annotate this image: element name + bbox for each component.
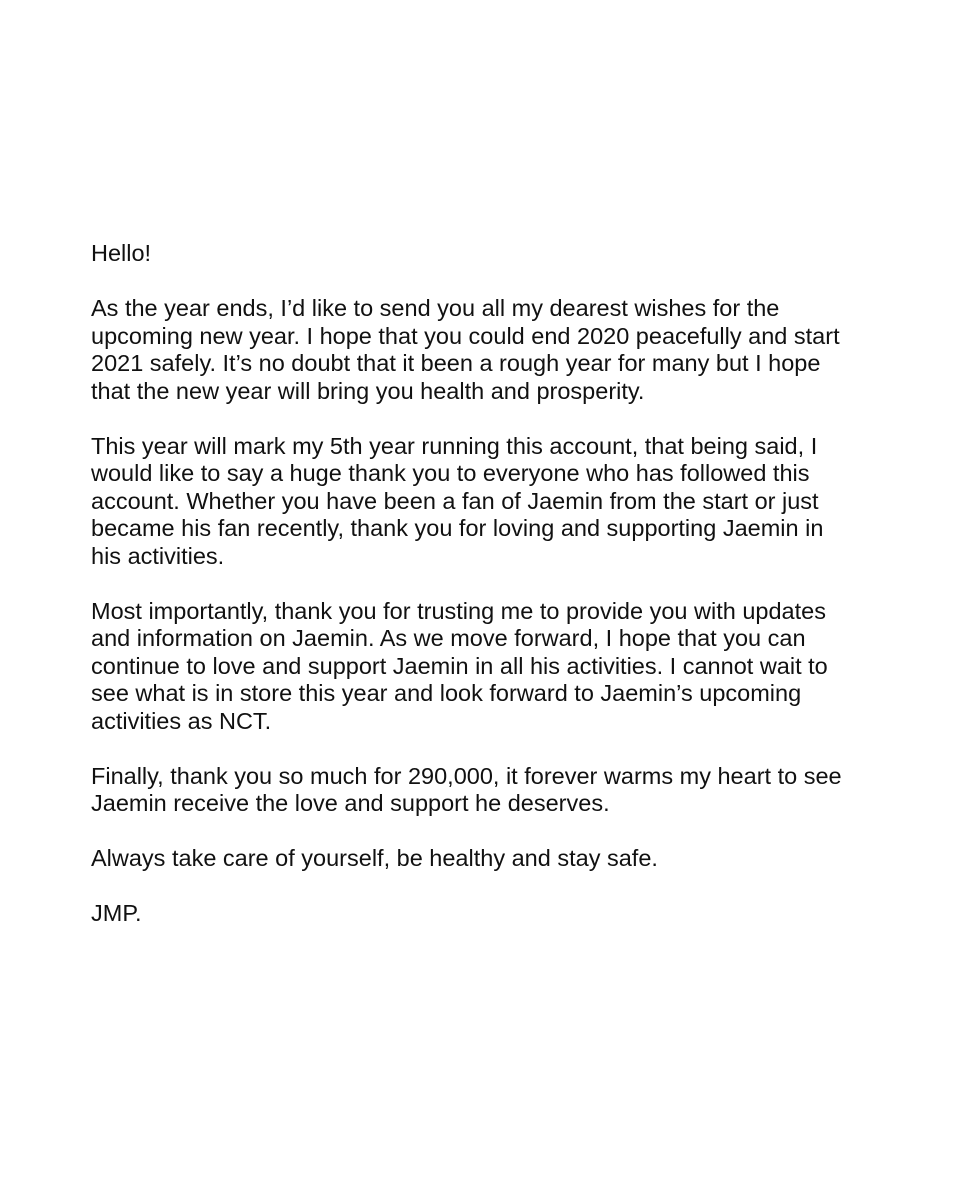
text-line: became his fan recently, thank you for loving and supporting Jaemin in [91,515,824,541]
text-line: would like to say a huge thank you to everyone who has followed this [91,460,810,486]
text-line: his activities. [91,542,225,569]
greeting-text: Hello! [91,240,152,266]
closing-paragraph [91,845,891,873]
text-line: Finally, thank you so much for 290,000, it forever warms my heart to see [91,762,842,789]
text-line: This year will mark my 5th year running this account, that being said, I [91,432,818,459]
new-year-wishes-paragraph [91,295,891,405]
text-line: and information on Jaemin. As we move forward, I hope that you can [91,625,806,651]
anniversary-paragraph [91,433,891,571]
text-line: Jaemin receive the love and support he deserves. [91,790,610,816]
signature-text: JMP. [91,900,142,926]
text-line: activities as NCT. [91,707,272,734]
gratitude-paragraph [91,598,891,736]
signature-paragraph [91,900,891,928]
greeting-paragraph [91,240,891,268]
letter-body [91,240,891,928]
text-line: 2021 safely. It’s no doubt that it been a rough year for many but I hope [91,350,821,376]
text-line: upcoming new year. I hope that you could end 2020 peacefully and start [91,322,840,349]
text-line: account. Whether you have been a fan of Jaemin from the start or just [91,487,819,514]
text-line: see what is in store this year and look forward to Jaemin’s upcoming [91,680,802,706]
text-line: As the year ends, I’d like to send you all my dearest wishes for the [91,295,780,321]
milestone-paragraph [91,763,891,818]
text-line: that the new year will bring you health and prosperity. [91,377,645,404]
text-line: Most importantly, thank you for trusting me to provide you with updates [91,597,826,624]
closing-text: Always take care of yourself, be healthy and stay safe. [91,845,658,871]
text-line: continue to love and support Jaemin in all his activities. I cannot wait to [91,652,828,679]
